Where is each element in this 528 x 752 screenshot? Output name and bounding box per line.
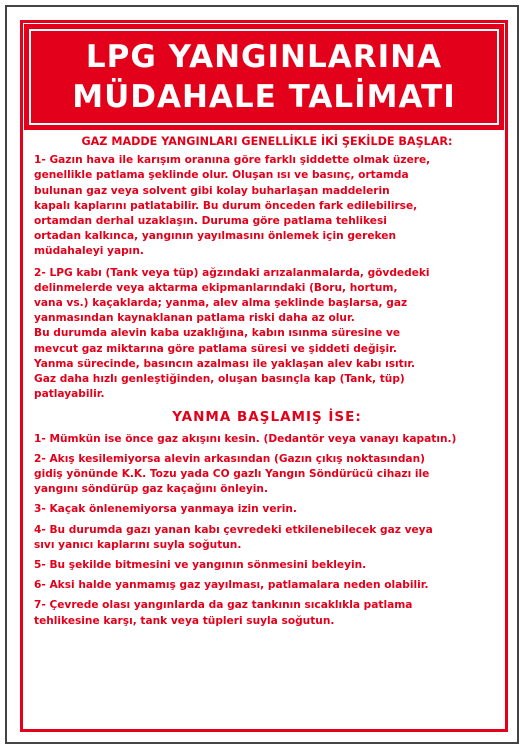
item-line: 3- Kaçak önlenemiyorsa yanmaya izin verin. bbox=[34, 503, 297, 516]
item-line: 7- Çevrede olası yangınlarda da gaz tankının sıcaklıkla patlama bbox=[34, 599, 413, 612]
item-line: bulunan gaz veya solvent gibi kolay buharlaşan maddelerin bbox=[34, 184, 390, 197]
item-line: yangını söndürüp gaz kaçağını önleyin. bbox=[34, 483, 268, 496]
item-line: 1- Mümkün ise önce gaz akışını kesin. (Dedantör veya vanayı kapatın.) bbox=[34, 432, 457, 445]
title-line-1: LPG YANGINLARINA bbox=[85, 39, 443, 75]
instruction-body bbox=[34, 134, 500, 634]
title-banner-inner-border bbox=[29, 29, 499, 125]
section2-item-7 bbox=[34, 598, 500, 628]
item-line: Bu durumda alevin kaba uzaklığına, kabın ısınma süresine ve bbox=[34, 327, 401, 340]
item-line: genellikle patlama şeklinde olur. Oluşan ısı ve basınç, ortamda bbox=[34, 169, 409, 182]
item-line: kapalı kaplarını patlatabilir. Bu durum önceden fark edilebilirse, bbox=[34, 199, 418, 212]
item-line: 6- Aksi halde yanmamış gaz yayılması, patlamalara neden olabilir. bbox=[34, 579, 429, 592]
item-line: ortadan kalkınca, yangının yayılmasını önlemek için gereken bbox=[34, 230, 396, 243]
item-line: patlayabilir. bbox=[34, 388, 105, 401]
item-line: mevcut gaz miktarına göre patlama süresi ve şiddeti değişir. bbox=[34, 342, 397, 355]
item-line: sıvı yanıcı kaplarını suyla soğutun. bbox=[34, 538, 242, 551]
item-line: Gaz daha hızlı genleştiğinden, oluşan basınçla kap (Tank, tüp) bbox=[34, 373, 405, 386]
item-line: ortamdan derhal uzaklaşın. Duruma göre patlama tehlikesi bbox=[34, 215, 387, 228]
title-line-2: MÜDAHALE TALİMATI bbox=[72, 79, 456, 115]
item-line: tehlikesine karşı, tank veya tüpleri suyla soğutun. bbox=[34, 614, 335, 627]
item-line: vana vs.) kaçaklarda; yanma, alev alma şeklinde başlarsa, gaz bbox=[34, 297, 408, 310]
item-line: 4- Bu durumda gazı yanan kabı çevredeki etkilenebilecek gaz veya bbox=[34, 523, 433, 536]
section2-item-1 bbox=[34, 432, 500, 447]
section1-item-1 bbox=[34, 153, 500, 259]
section2-item-2 bbox=[34, 452, 500, 498]
section2-item-4 bbox=[34, 523, 500, 553]
item-line: 2- Akış kesilemiyorsa alevin arkasından (Gazın çıkış noktasından) bbox=[34, 452, 425, 465]
section2-item-5 bbox=[34, 558, 500, 573]
section2-item-3 bbox=[34, 502, 500, 517]
item-line: 2- LPG kabı (Tank veya tüp) ağzındaki arızalanmalarda, gövdedeki bbox=[34, 266, 430, 279]
section1-heading: GAZ MADDE YANGINLARI GENELLİKLE İKİ ŞEKİLDE BAŞLAR: bbox=[81, 135, 453, 148]
item-line: Yanma sürecinde, basıncın azalması ile yaklaşan alev kabı ısıtır. bbox=[34, 357, 416, 370]
section2-item-6 bbox=[34, 578, 500, 593]
section2-heading: YANMA BAŞLAMIŞ İSE: bbox=[172, 409, 362, 426]
section1-item-2 bbox=[34, 266, 500, 403]
item-line: 5- Bu şekilde bitmesini ve yangının sönmesini bekleyin. bbox=[34, 559, 367, 572]
item-line: müdahaleyi yapın. bbox=[34, 245, 144, 258]
title-banner bbox=[24, 24, 504, 130]
item-line: delinmelerde veya aktarma ekipmanlarındaki (Boru, hortum, bbox=[34, 281, 398, 294]
item-line: yanmasından kaynaklanan patlama riski daha az olur. bbox=[34, 312, 355, 325]
item-line: gidiş yönünde K.K. Tozu yada CO gazlı Yangın Söndürücü cihazı ile bbox=[34, 468, 430, 481]
item-line: 1- Gazın hava ile karışım oranına göre farklı şiddette olmak üzere, bbox=[34, 154, 431, 167]
